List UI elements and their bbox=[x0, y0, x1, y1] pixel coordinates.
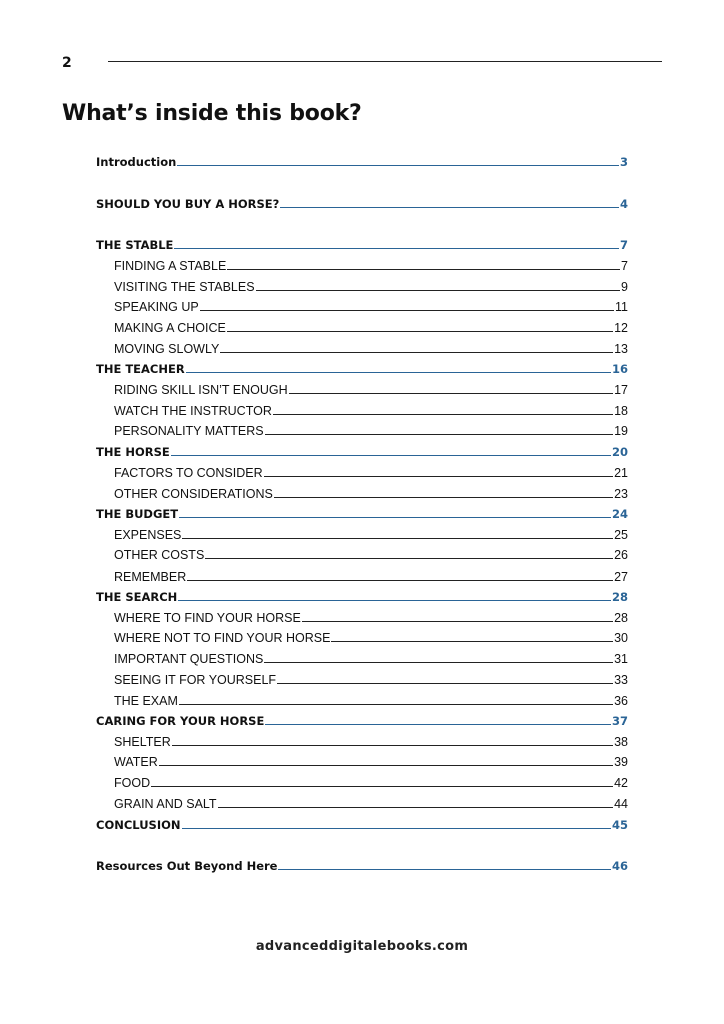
toc-entry-label: THE EXAM bbox=[114, 694, 178, 708]
toc-entry[interactable] bbox=[96, 150, 628, 170]
toc-entry-label: RIDING SKILL ISN’T ENOUGH bbox=[114, 383, 288, 397]
toc-entry-label: Resources Out Beyond Here bbox=[96, 859, 278, 873]
toc-entry-page: 12 bbox=[614, 321, 628, 335]
toc-entry[interactable] bbox=[96, 543, 628, 563]
toc-leader-line bbox=[264, 662, 613, 663]
toc-entry[interactable] bbox=[96, 399, 628, 419]
toc-entry-label: THE HORSE bbox=[96, 445, 170, 459]
toc-entry-label: THE BUDGET bbox=[96, 507, 179, 521]
toc-entry-label: Introduction bbox=[96, 155, 177, 169]
toc-entry-label: EXPENSES bbox=[114, 528, 182, 542]
toc-entry[interactable] bbox=[96, 813, 628, 833]
toc-leader-line bbox=[264, 476, 613, 477]
toc-entry[interactable] bbox=[96, 440, 628, 460]
toc-leader-line bbox=[151, 786, 613, 787]
toc-leader-line bbox=[178, 600, 611, 601]
toc-leader-line bbox=[205, 558, 613, 559]
footer-website: advanceddigitalebooks.com bbox=[255, 939, 469, 954]
toc-entry[interactable] bbox=[96, 771, 628, 791]
toc-entry-label: THE SEARCH bbox=[96, 590, 178, 604]
toc-leader-line bbox=[277, 683, 613, 684]
toc-entry[interactable] bbox=[96, 461, 628, 481]
toc-leader-line bbox=[220, 352, 613, 353]
toc-entry[interactable] bbox=[96, 337, 628, 357]
toc-entry-page: 17 bbox=[614, 383, 628, 397]
toc-leader-line bbox=[273, 414, 613, 415]
toc-entry-label: THE STABLE bbox=[96, 238, 174, 252]
page-title: What’s inside this book? bbox=[62, 101, 362, 126]
toc-entry-label: SPEAKING UP bbox=[114, 300, 199, 314]
toc-entry-page: 33 bbox=[614, 673, 628, 687]
toc-entry-label: CONCLUSION bbox=[96, 818, 181, 832]
toc-entry-page: 28 bbox=[614, 611, 628, 625]
toc-entry-label: THE TEACHER bbox=[96, 362, 185, 376]
toc-entry-page: 9 bbox=[621, 280, 628, 294]
toc-leader-line bbox=[200, 310, 614, 311]
toc-entry[interactable] bbox=[96, 295, 628, 315]
toc-leader-line bbox=[182, 538, 613, 539]
toc-entry-label: WHERE NOT TO FIND YOUR HORSE bbox=[114, 631, 331, 645]
toc-entry[interactable] bbox=[96, 419, 628, 439]
toc-entry-page: 21 bbox=[614, 466, 628, 480]
toc-entry-label: GRAIN AND SALT bbox=[114, 797, 217, 811]
header-rule bbox=[108, 61, 662, 62]
toc-leader-line bbox=[179, 704, 613, 705]
toc-entry[interactable] bbox=[96, 709, 628, 729]
toc-entry-page: 7 bbox=[619, 238, 628, 252]
toc-leader-line bbox=[187, 580, 613, 581]
toc-entry-page: 46 bbox=[611, 859, 628, 873]
toc-entry[interactable] bbox=[96, 378, 628, 398]
toc-entry[interactable] bbox=[96, 523, 628, 543]
toc-entry[interactable] bbox=[96, 689, 628, 709]
toc-leader-line bbox=[227, 269, 620, 270]
toc-leader-line bbox=[177, 165, 619, 166]
toc-entry-page: 25 bbox=[614, 528, 628, 542]
toc-entry[interactable] bbox=[96, 275, 628, 295]
toc-entry[interactable] bbox=[96, 585, 628, 605]
toc-entry-page: 42 bbox=[614, 776, 628, 790]
toc-entry-page: 18 bbox=[614, 404, 628, 418]
toc-leader-line bbox=[182, 828, 611, 829]
toc-entry-label: FACTORS TO CONSIDER bbox=[114, 466, 263, 480]
toc-entry-label: SHOULD YOU BUY A HORSE? bbox=[96, 197, 280, 211]
toc-entry-page: 45 bbox=[611, 818, 628, 832]
toc-entry-page: 7 bbox=[621, 259, 628, 273]
toc-entry-label: OTHER COSTS bbox=[114, 548, 205, 562]
toc-entry[interactable] bbox=[96, 192, 628, 212]
toc-leader-line bbox=[171, 455, 611, 456]
toc-entry-label: FOOD bbox=[114, 776, 151, 790]
toc-entry[interactable] bbox=[96, 668, 628, 688]
toc-leader-line bbox=[265, 434, 614, 435]
toc-entry[interactable] bbox=[96, 730, 628, 750]
toc-entry-label: SHELTER bbox=[114, 735, 171, 749]
toc-entry[interactable] bbox=[96, 626, 628, 646]
toc-leader-line bbox=[265, 724, 611, 725]
toc-entry[interactable] bbox=[96, 647, 628, 667]
toc-entry[interactable] bbox=[96, 233, 628, 253]
toc-leader-line bbox=[186, 372, 611, 373]
toc-entry-page: 19 bbox=[614, 424, 628, 438]
toc-leader-line bbox=[331, 641, 613, 642]
toc-entry-page: 36 bbox=[614, 694, 628, 708]
toc-leader-line bbox=[172, 745, 613, 746]
toc-leader-line bbox=[174, 248, 619, 249]
toc-entry-page: 4 bbox=[619, 197, 628, 211]
toc-entry-page: 30 bbox=[614, 631, 628, 645]
toc-entry-label: IMPORTANT QUESTIONS bbox=[114, 652, 264, 666]
toc-entry[interactable] bbox=[96, 854, 628, 874]
toc-leader-line bbox=[278, 869, 611, 870]
toc-entry-page: 28 bbox=[611, 590, 628, 604]
toc-entry-label: VISITING THE STABLES bbox=[114, 280, 255, 294]
page-number: 2 bbox=[62, 55, 72, 71]
toc-entry-label: CARING FOR YOUR HORSE bbox=[96, 714, 265, 728]
toc-leader-line bbox=[227, 331, 613, 332]
toc-entry-page: 13 bbox=[614, 342, 628, 356]
toc-entry-page: 37 bbox=[611, 714, 628, 728]
toc-leader-line bbox=[274, 497, 613, 498]
toc-entry[interactable] bbox=[96, 482, 628, 502]
toc-entry[interactable] bbox=[96, 750, 628, 770]
toc-entry-page: 16 bbox=[611, 362, 628, 376]
toc-entry-label: MAKING A CHOICE bbox=[114, 321, 226, 335]
toc-leader-line bbox=[280, 207, 619, 208]
toc-leader-line bbox=[302, 621, 613, 622]
toc-entry[interactable] bbox=[96, 502, 628, 522]
toc-leader-line bbox=[179, 517, 611, 518]
toc-entry-label: OTHER CONSIDERATIONS bbox=[114, 487, 273, 501]
toc-entry[interactable] bbox=[96, 565, 628, 585]
toc-entry-label: WATCH THE INSTRUCTOR bbox=[114, 404, 272, 418]
toc-entry-page: 27 bbox=[614, 570, 628, 584]
toc-entry-page: 39 bbox=[614, 755, 628, 769]
toc-entry[interactable] bbox=[96, 792, 628, 812]
toc-entry-label: PERSONALITY MATTERS bbox=[114, 424, 264, 438]
toc-entry-page: 24 bbox=[611, 507, 628, 521]
toc-leader-line bbox=[159, 765, 613, 766]
toc-entry-label: WHERE TO FIND YOUR HORSE bbox=[114, 611, 301, 625]
toc-entry-page: 44 bbox=[614, 797, 628, 811]
toc-entry-label: MOVING SLOWLY bbox=[114, 342, 220, 356]
toc-entry-page: 26 bbox=[614, 548, 628, 562]
toc-leader-line bbox=[256, 290, 621, 291]
toc-entry-label: REMEMBER bbox=[114, 570, 187, 584]
toc-leader-line bbox=[289, 393, 613, 394]
toc-entry-page: 11 bbox=[615, 300, 628, 314]
toc-entry[interactable] bbox=[96, 254, 628, 274]
toc-entry[interactable] bbox=[96, 606, 628, 626]
toc-entry[interactable] bbox=[96, 357, 628, 377]
toc-entry-label: WATER bbox=[114, 755, 158, 769]
toc-entry-page: 23 bbox=[614, 487, 628, 501]
toc-entry-page: 20 bbox=[611, 445, 628, 459]
toc-leader-line bbox=[218, 807, 614, 808]
toc-entry-page: 3 bbox=[619, 155, 628, 169]
toc-entry-page: 38 bbox=[614, 735, 628, 749]
toc-entry-label: SEEING IT FOR YOURSELF bbox=[114, 673, 277, 687]
toc-entry-page: 31 bbox=[614, 652, 628, 666]
toc-entry-label: FINDING A STABLE bbox=[114, 259, 227, 273]
toc-entry[interactable] bbox=[96, 316, 628, 336]
